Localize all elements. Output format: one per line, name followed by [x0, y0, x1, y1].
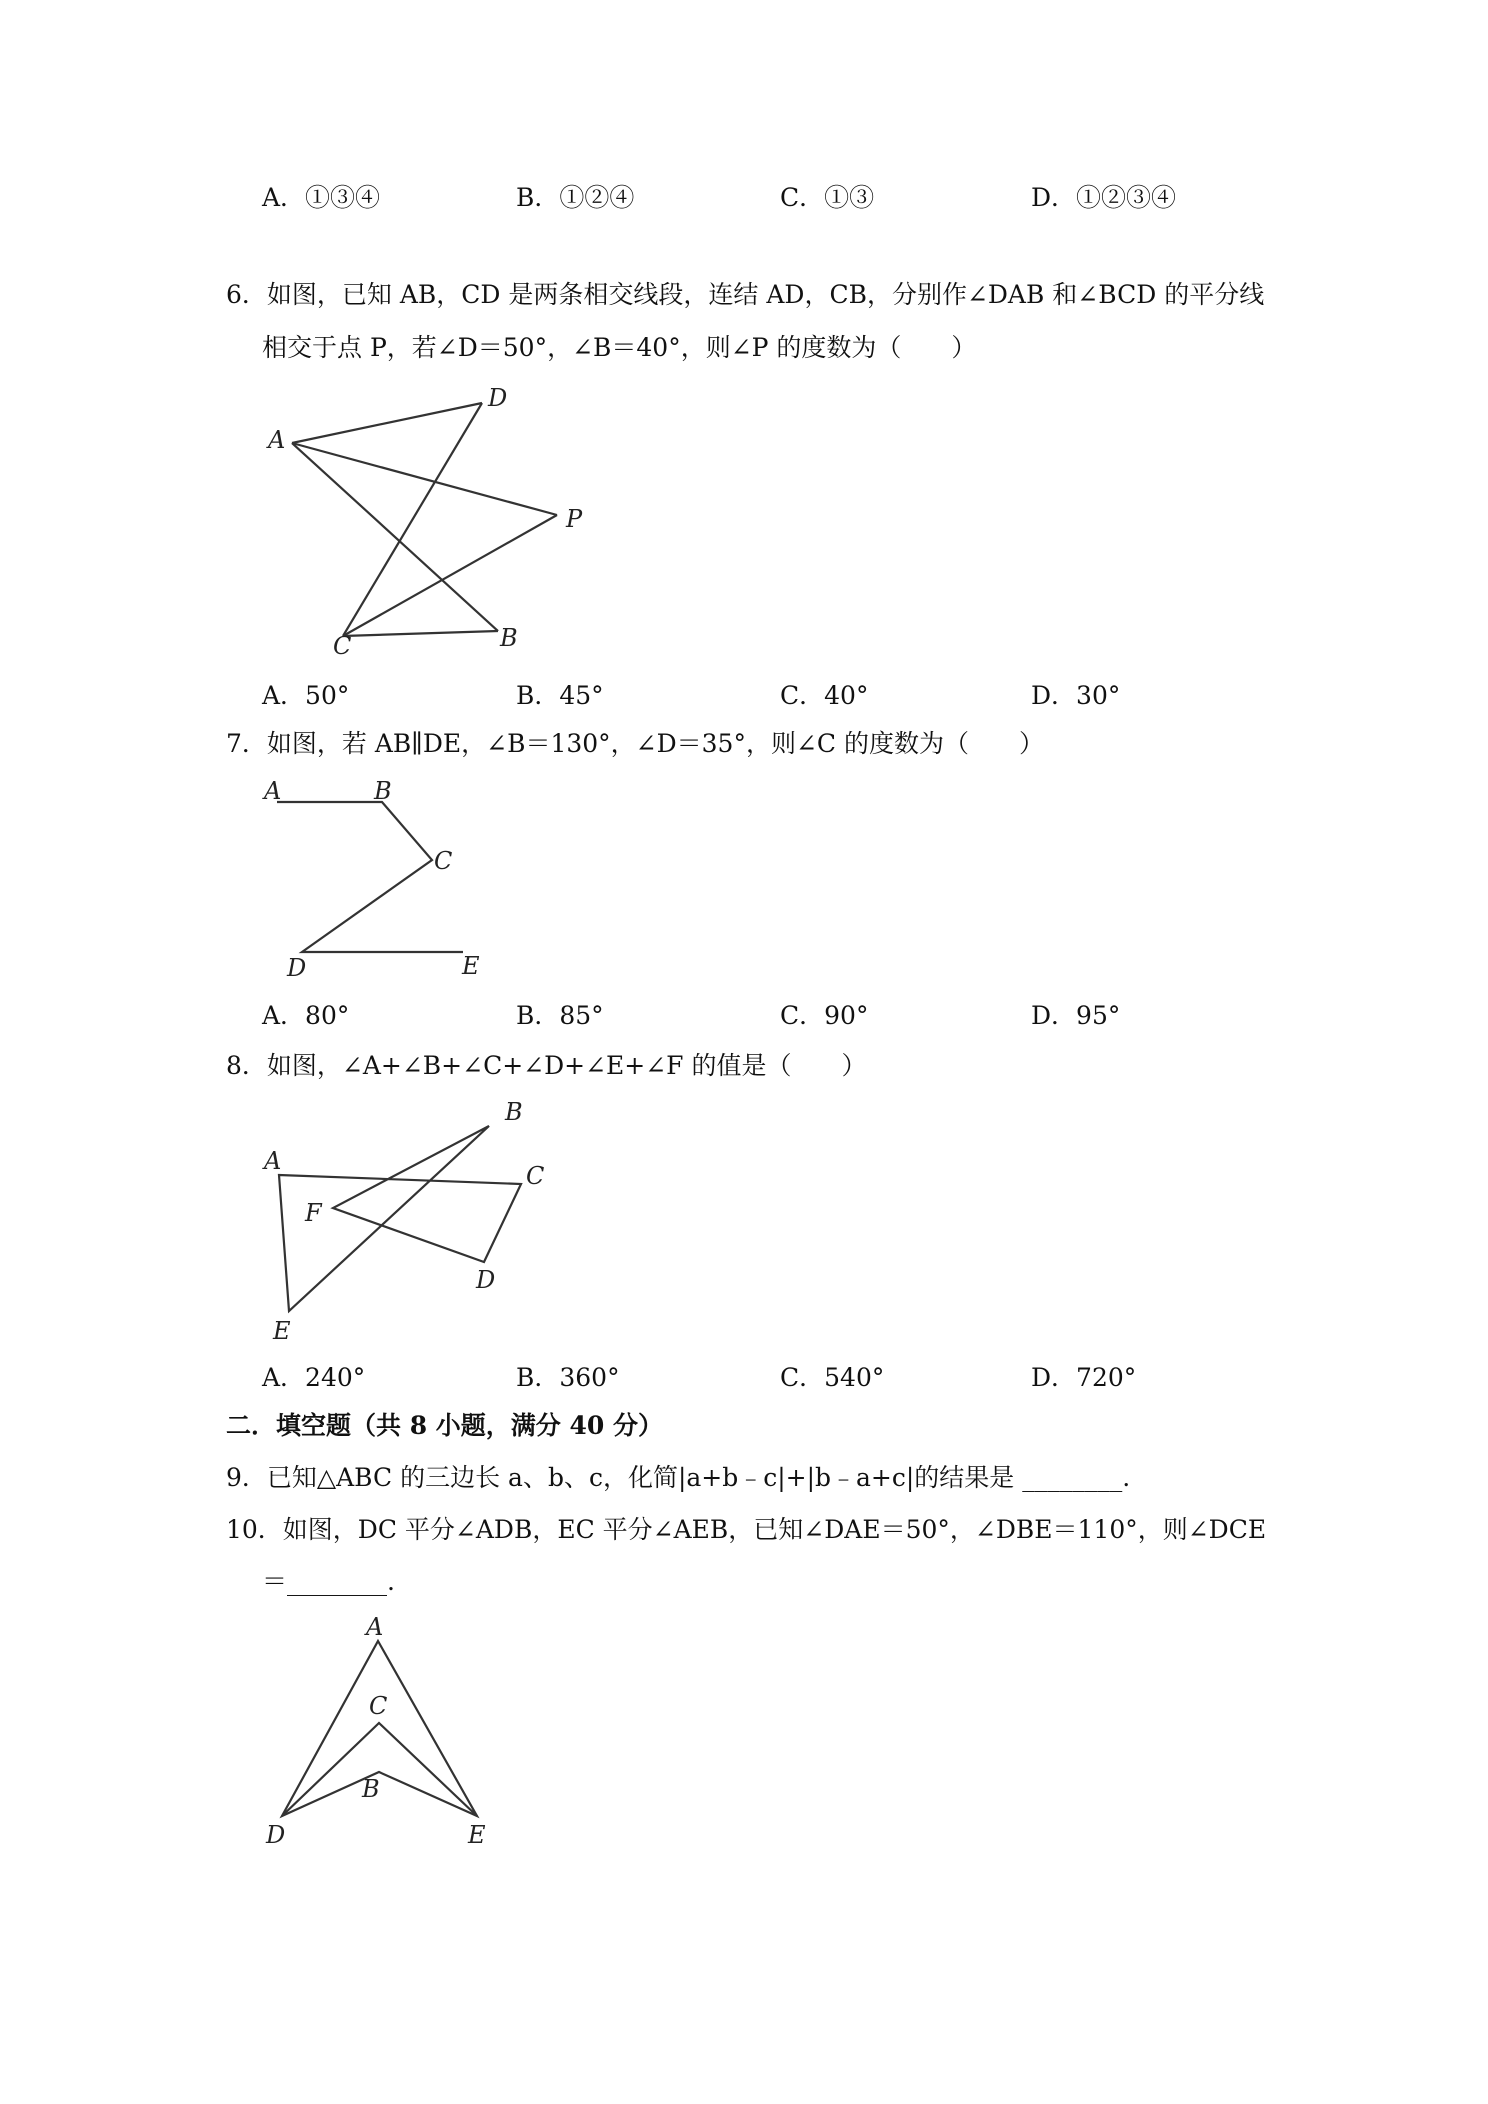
- q6-label-b: B: [500, 624, 518, 652]
- q10-label-a: A: [366, 1613, 384, 1641]
- q7-text-line1: 7．如图，若 AB∥DE，∠B＝130°，∠D＝35°，则∠C 的度数为（ ）: [226, 729, 1044, 758]
- q6-label-p: P: [566, 505, 583, 533]
- q7-label-d: D: [287, 954, 307, 982]
- q5-option-b: B．①②④: [516, 183, 635, 212]
- q10-text-line1: 10．如图，DC 平分∠ADB，EC 平分∠AEB，已知∠DAE＝50°，∠DBE＝110°，则∠DCE: [226, 1515, 1267, 1544]
- q8-label-b: B: [505, 1098, 523, 1126]
- q7-label-e: E: [462, 952, 480, 980]
- q7-option-d: D．95°: [1031, 1001, 1121, 1030]
- q10-label-b: B: [362, 1775, 380, 1803]
- q7-option-b: B．85°: [516, 1001, 604, 1030]
- q8-option-c: C．540°: [780, 1363, 885, 1392]
- q8-text-line1: 8．如图，∠A+∠B+∠C+∠D+∠E+∠F 的值是（ ）: [226, 1051, 867, 1080]
- q8-option-d: D．720°: [1031, 1363, 1137, 1392]
- q7-label-b: B: [374, 777, 392, 805]
- q7-option-c: C．90°: [780, 1001, 869, 1030]
- q10-label-c: C: [369, 1692, 388, 1720]
- q8-label-a: A: [264, 1147, 282, 1175]
- q10-label-e: E: [468, 1821, 486, 1849]
- q6-option-d: D．30°: [1031, 681, 1121, 710]
- q10-label-d: D: [266, 1821, 286, 1849]
- q6-option-b: B．45°: [516, 681, 604, 710]
- q6-label-d: D: [488, 384, 508, 412]
- q10-text-line2: ＝________.: [262, 1567, 395, 1596]
- q7-label-a: A: [264, 777, 282, 805]
- q6-label-c: C: [333, 632, 352, 660]
- q5-option-d: D．①②③④: [1031, 183, 1177, 212]
- q6-text-line2: 相交于点 P，若∠D＝50°，∠B＝40°，则∠P 的度数为（ ）: [262, 333, 977, 362]
- q8-option-a: A．240°: [262, 1363, 366, 1392]
- q8-label-e: E: [273, 1317, 291, 1345]
- q7-label-c: C: [434, 847, 453, 875]
- q6-label-a: A: [268, 426, 286, 454]
- q9-text-line1: 9．已知△ABC 的三边长 a、b、c，化简|a+b﹣c|+|b﹣a+c|的结果是 ________.: [226, 1463, 1131, 1492]
- q6-option-a: A．50°: [262, 681, 350, 710]
- q5-option-a: A．①③④: [262, 183, 381, 212]
- q8-label-f: F: [305, 1199, 322, 1227]
- q8-label-c: C: [526, 1162, 545, 1190]
- q8-option-b: B．360°: [516, 1363, 620, 1392]
- q5-option-c: C．①③: [780, 183, 875, 212]
- q6-option-c: C．40°: [780, 681, 869, 710]
- q8-label-d: D: [476, 1266, 496, 1294]
- section-heading: 二．填空题（共 8 小题，满分 40 分）: [226, 1411, 664, 1440]
- q7-option-a: A．80°: [262, 1001, 350, 1030]
- q6-text-line1: 6．如图，已知 AB，CD 是两条相交线段，连结 AD，CB，分别作∠DAB 和∠BCD 的平分线: [226, 280, 1265, 309]
